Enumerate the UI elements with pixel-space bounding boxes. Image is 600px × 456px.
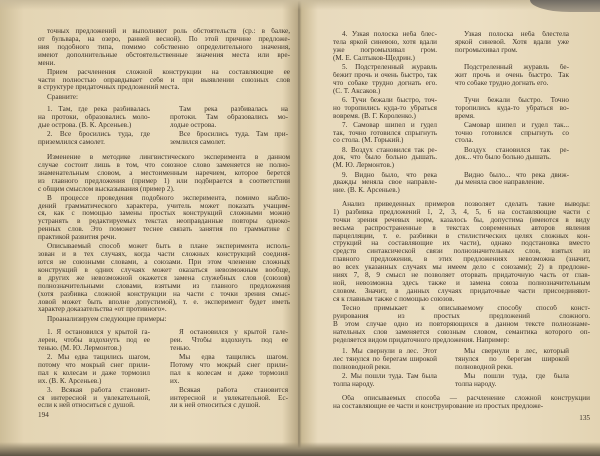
text-line: из главного предложения (пример 1) или подбирается в соответствии bbox=[38, 177, 290, 185]
text-line: (хотя разбивка сложной конструкции на части с точки зрения смыс- bbox=[38, 290, 290, 298]
example-pair bbox=[333, 31, 590, 63]
text-line: их. (В. К. Арсеньев.) bbox=[38, 377, 102, 385]
text-line: но торопились куда-то убраться bbox=[333, 104, 437, 112]
example-pair bbox=[333, 373, 590, 389]
text-line: дважды меняла свое направле- bbox=[333, 179, 437, 187]
example-pair bbox=[333, 97, 590, 121]
text-line: ся, как с помощью замены простых конструкций сложными можно bbox=[38, 210, 290, 218]
text-line: Тучи бежали быстро. Точно bbox=[464, 96, 569, 104]
transformed-example bbox=[455, 348, 569, 372]
text-line: яркой синевой. Хотя вдали уже bbox=[455, 38, 569, 46]
scan-bottom-edge bbox=[0, 442, 600, 456]
text-line: Прием расчленения сложной конструкции на составляющие ее bbox=[47, 68, 290, 76]
text-line: 1. Мы свернули в лес. Этот bbox=[342, 348, 437, 355]
text-line: нательных слов заменяется союзным словом, семантика которого оп- bbox=[333, 328, 590, 336]
text-line: 9. Видно было, что река bbox=[342, 171, 437, 179]
text-line: точных предложений и выполняют роль обстоятельств (ср.: в балке, bbox=[47, 28, 290, 35]
text-line: весьма распространенные в текстах современных авторов явления bbox=[333, 224, 590, 232]
example-pair bbox=[333, 64, 590, 96]
transformed-example bbox=[455, 147, 569, 163]
text-line: ся к главным также с помощью союзов. bbox=[333, 295, 455, 303]
example-pair bbox=[38, 354, 290, 386]
text-line: уже погромыхивал гром. bbox=[333, 46, 437, 54]
text-line: их. bbox=[170, 377, 180, 385]
example-pair bbox=[38, 387, 290, 411]
text-line: полнозначительными словами, взятыми из главного предложения bbox=[38, 282, 290, 290]
text-line: время. bbox=[455, 112, 475, 120]
text-line: знаменательным словом, а местоименным наречием, которое берется bbox=[38, 169, 290, 177]
paragraph bbox=[38, 243, 290, 314]
text-line: торопились куда-то убраться во- bbox=[455, 104, 569, 112]
paragraph bbox=[333, 395, 590, 411]
paragraph bbox=[333, 305, 590, 345]
text-line: характер доказательства «от противного». bbox=[38, 306, 167, 314]
text-line: ние. (В. К. Арсеньев.) bbox=[333, 187, 400, 195]
original-example bbox=[333, 97, 437, 121]
text-line: ются не союзными словами, а союзами. При этом членение сложных bbox=[38, 259, 290, 267]
text-line: ния подобного типа, помимо собственно определительного значения, bbox=[38, 43, 290, 51]
text-line: Мы свернули в лес, который bbox=[464, 348, 569, 355]
text-line: вовремя. (В. Г. Короленко.) bbox=[333, 112, 416, 120]
text-line: в других же невозможной окажется замена служебных слов (союзов) bbox=[38, 274, 290, 282]
text-line: Проанализируем следующие примеры: bbox=[47, 316, 167, 323]
paragraph bbox=[38, 28, 290, 68]
left-page bbox=[38, 0, 290, 440]
original-example bbox=[333, 172, 437, 196]
original-example bbox=[333, 64, 437, 96]
text-line: если к ней относиться с душой. bbox=[38, 402, 135, 410]
original-example bbox=[38, 329, 150, 353]
text-line: пал к колесам и даже тормозил bbox=[170, 369, 288, 377]
text-line: части полностью оправдывает себя и при выявлении союзных слов bbox=[38, 76, 290, 84]
original-example bbox=[333, 122, 437, 146]
text-line: (М. Ю. Лермонтов.) bbox=[333, 162, 395, 170]
text-line: (С. Т. Аксаков.) bbox=[333, 87, 381, 95]
text-line: ли к ней относиться с душой. bbox=[170, 402, 261, 410]
text-line: Подстреленный журавль бе- bbox=[464, 64, 569, 71]
text-line: 6. Тучи бежали быстро, точ- bbox=[342, 96, 437, 104]
text-line: от бульвара, на озеро, ранней весной). По этой причине предложе- bbox=[38, 35, 290, 43]
text-line: тянулся по берегам широкой bbox=[455, 355, 569, 363]
transformed-example bbox=[455, 122, 569, 146]
text-line: Видно было... что река движ- bbox=[464, 171, 569, 179]
text-line: что собаке трудно догнать его. bbox=[333, 79, 437, 87]
example-pair bbox=[333, 147, 590, 171]
text-line: лереи, чтобы вздохнуть под ее bbox=[38, 336, 150, 344]
original-example bbox=[38, 106, 150, 130]
text-line: лодые острова. bbox=[170, 121, 217, 129]
text-line: 1. Я остановился у крытой га- bbox=[47, 329, 150, 336]
text-line: устранять в редактируемых текстах неоправданные повторы одноко- bbox=[38, 218, 290, 226]
text-line: протоки. Там образовались мо- bbox=[170, 113, 288, 121]
text-line: Анализ приведенных примеров позволяет сделать такие выводы: bbox=[342, 201, 590, 208]
text-line: 8. Воздух становился так ре- bbox=[342, 146, 437, 154]
text-line: стола. bbox=[455, 137, 474, 145]
paragraph bbox=[38, 94, 290, 102]
text-line: Всякая работа становится bbox=[179, 386, 288, 394]
text-line: ся интересной и увлекательной, bbox=[38, 394, 150, 402]
text-line: интересной и увлекательной. Ес- bbox=[170, 394, 288, 402]
text-line: практикой развития речи. bbox=[38, 234, 117, 242]
original-example bbox=[333, 31, 437, 63]
text-line: (М. Е. Салтыков-Щедрин.) bbox=[333, 54, 415, 62]
text-line: реи. Чтобы вздохнуть под ее bbox=[170, 336, 288, 344]
example-pair bbox=[38, 329, 290, 353]
text-line: ределяется видом придаточного предложения. Например: bbox=[333, 336, 510, 344]
text-line: Самовар шипел и гудел так... bbox=[464, 121, 569, 129]
transformed-example bbox=[455, 97, 569, 121]
text-line: ловой может быть вполне допустимой), т. е. эксперимент будет иметь bbox=[38, 298, 290, 306]
original-example bbox=[38, 387, 150, 411]
original-example bbox=[333, 147, 437, 171]
text-line: 3. Всякая работа становит- bbox=[47, 386, 150, 394]
text-line: В этом случае одно из повторяющихся в данном тексте полнознаме- bbox=[333, 320, 590, 328]
text-line: 4. Узкая полоска неба блес- bbox=[342, 31, 437, 38]
text-line: Я остановился у крытой гале- bbox=[179, 329, 288, 336]
text-line: полноводной реки. bbox=[333, 363, 391, 371]
text-line: ной, невозможна здесь также и замена союза полнозначительным bbox=[333, 279, 590, 287]
text-line: тенью. bbox=[170, 344, 191, 352]
text-line: мени. bbox=[38, 59, 56, 67]
text-line: ды меняла свое направление. bbox=[455, 179, 545, 187]
paragraph bbox=[38, 195, 290, 242]
text-line: толпа народу. bbox=[333, 380, 375, 388]
text-line: во всех указанных случаях мы имеем дело с союзами); 2) в предложе- bbox=[333, 264, 590, 272]
text-line: приземлился самолет. bbox=[38, 138, 105, 146]
original-example bbox=[38, 131, 150, 147]
text-line: ниях 7, 8, 9 смысл не позволяет оторвать придаточную часть от глав- bbox=[333, 272, 590, 280]
page-number: 194 bbox=[38, 411, 49, 419]
paragraph bbox=[333, 201, 590, 304]
text-line: бежит прочь и очень быстро, так bbox=[333, 71, 437, 79]
text-line: руирования из простых предложений сложного. bbox=[333, 312, 590, 320]
transformed-example bbox=[455, 64, 569, 88]
paragraph bbox=[38, 154, 290, 194]
text-line: в структуре придаточных предложений места. bbox=[38, 84, 180, 92]
text-line: на протоки, образовались моло- bbox=[38, 113, 150, 121]
text-line: толпа народу. bbox=[455, 380, 497, 388]
text-line: точно готовился спрыгнуть со bbox=[455, 129, 569, 137]
right-page bbox=[333, 0, 590, 440]
transformed-example bbox=[170, 131, 288, 147]
text-line: В процессе проведения подобного эксперимента, помимо наблю- bbox=[47, 194, 290, 202]
transformed-example bbox=[170, 387, 288, 411]
text-line: так, точно готовился спрыгнуть bbox=[333, 129, 437, 137]
text-line: случае состоит лишь в том, что союзное слово заменяется не полно- bbox=[38, 161, 290, 169]
text-line: Узкая полоска неба блестела bbox=[464, 31, 569, 38]
text-line: дений грамматического характера, учитель может показать учащим- bbox=[38, 202, 290, 210]
text-line: конструкций в одних случаях может оказаться невозможным вообще, bbox=[38, 266, 290, 274]
text-line: док... что было больно дышать. bbox=[455, 154, 551, 162]
text-line: док, что было больно дышать. bbox=[333, 154, 437, 162]
text-line: Воздух становился так ре- bbox=[464, 146, 569, 154]
text-line: Там река разбивалась на bbox=[179, 106, 288, 113]
page-number: 135 bbox=[579, 414, 590, 422]
text-line: Все бросились туда. Там при- bbox=[179, 130, 288, 138]
transformed-example bbox=[455, 373, 569, 389]
text-line: струкций на составляющие их части), однако подстановка вместо bbox=[333, 240, 590, 248]
text-line: Оба описываемых способа — расчленение сложной конструкции bbox=[342, 395, 590, 402]
example-pair bbox=[38, 106, 290, 130]
text-line: 2. Мы едва тащились шагом, bbox=[47, 353, 150, 361]
example-pair bbox=[38, 131, 290, 147]
text-line: тела яркой синевою, хотя вдали bbox=[333, 38, 437, 46]
text-line: потому что мокрый снег прили- bbox=[38, 361, 150, 369]
transformed-example bbox=[170, 354, 288, 386]
original-example bbox=[333, 373, 437, 389]
example-pair bbox=[333, 122, 590, 146]
text-line: 5. Подстреленный журавль bbox=[342, 64, 437, 71]
text-line: пал к колесам и даже тормозил bbox=[38, 369, 150, 377]
transformed-example bbox=[170, 329, 288, 353]
text-line: землился самолет. bbox=[170, 138, 226, 146]
original-example bbox=[333, 348, 437, 372]
text-line: лес тянулся по берегам широкой bbox=[333, 355, 437, 363]
paragraph bbox=[38, 69, 290, 93]
original-example bbox=[38, 354, 150, 386]
text-line: Изменение в методике лингвистического эксперимента в данном bbox=[47, 154, 290, 161]
text-line: зован и в тех случаях, когда части сложных конструкций соединя- bbox=[38, 251, 290, 259]
text-line: 2. Все бросились туда, где bbox=[47, 130, 150, 138]
text-line: главного предложения, в этих предложениях невозможна (значит, bbox=[333, 256, 590, 264]
text-line: 2. Мы пошли туда. Там была bbox=[342, 372, 437, 380]
text-line: имеют дополнительные обстоятельственные значения места или вре- bbox=[38, 51, 290, 59]
text-line: тенью. (М. Ю. Лермонтов.) bbox=[38, 344, 122, 352]
text-line: что собаке трудно догнать его. bbox=[455, 79, 549, 87]
example-pair bbox=[333, 172, 590, 196]
transformed-example bbox=[170, 106, 288, 130]
transformed-example bbox=[455, 31, 569, 55]
text-line: жит прочь и очень быстро. Так bbox=[455, 71, 569, 79]
text-line: 1. Там, где река разбивалась bbox=[47, 106, 150, 113]
text-line: Мы едва тащились шагом. bbox=[179, 353, 288, 361]
text-line: дые острова. (В. К. Арсеньев.) bbox=[38, 121, 132, 129]
text-line: точки зрения речевых норм, казалось бы, допустима (имеются в виду bbox=[333, 216, 590, 224]
text-line: Тесно примыкает к описываемому способу способ конст- bbox=[342, 305, 590, 312]
text-line: погромыхивал гром. bbox=[455, 46, 518, 54]
transformed-example bbox=[455, 172, 569, 188]
text-line: со стола. (М. Горький.) bbox=[333, 137, 404, 145]
text-line: ренных слов. Это поможет теснее связать занятия по грамматике с bbox=[38, 226, 290, 234]
example-pair bbox=[333, 348, 590, 372]
text-line: на составляющие ее части и конструирование из простых предложе- bbox=[333, 402, 544, 410]
text-line: парцелляции, т. е. разбивки в стилистических целях сложных кон- bbox=[333, 232, 590, 240]
text-line: Потому что мокрый снег прили- bbox=[170, 361, 288, 369]
paragraph bbox=[38, 316, 290, 324]
text-line: Сравните: bbox=[47, 94, 78, 101]
text-line: средств синтаксической связи полнозначительных слов, взятых из bbox=[333, 248, 590, 256]
text-line: Описываемый способ может быть в плане эксперимента исполь- bbox=[47, 243, 290, 251]
text-line: с общим смыслом высказывания (пример 2). bbox=[38, 185, 175, 193]
text-line: полноводной реки. bbox=[455, 363, 513, 371]
text-line: 1) разбивка предложений 1, 2, 3, 4, 5, 6 на составляющие части с bbox=[333, 208, 590, 216]
text-line: 7. Самовар шипел и гудел bbox=[342, 121, 437, 129]
text-line: словом. Значит, в данных случаях придаточные части присоединяют- bbox=[333, 287, 590, 295]
text-line: Мы пошли туда, где была bbox=[464, 372, 569, 380]
